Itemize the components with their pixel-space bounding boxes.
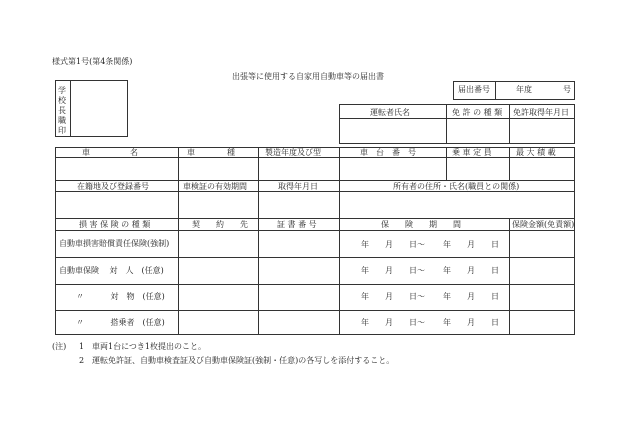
cert-number-header: 証 書 番 号 <box>277 220 317 229</box>
period-start-year: 年 <box>361 266 369 275</box>
insurance-kind-header: 損 害 保 険 の 種 類 <box>79 220 151 229</box>
insurance-row-label: 〃 対 物 (任意) <box>76 292 165 301</box>
capacity-header: 乗 車 定 員 <box>452 148 492 157</box>
insurance-row-label: 自動車損害賠償責任保険(強制) <box>59 239 170 248</box>
period-header: 保 険 期 間 <box>381 220 461 229</box>
number-unit-label: 号 <box>563 85 571 94</box>
period-end-year: 年 <box>443 266 451 275</box>
period-start-month: 月 <box>385 318 393 327</box>
insurer-header: 契 約 先 <box>192 220 248 229</box>
model-year-header: 製造年度及び型 <box>265 148 321 157</box>
period-start-day: 日～ <box>409 240 425 249</box>
note-2: 運転免許証、自動車検査証及び自動車保険証(強制・任意)の各写しを添付すること。 <box>92 356 395 365</box>
max-load-header: 最 大 積 載 <box>516 148 556 157</box>
vehicle-name-header: 車 名 <box>82 148 138 157</box>
period-start-day: 日～ <box>409 292 425 301</box>
period-start-year: 年 <box>361 318 369 327</box>
note-1-number: 1 <box>79 342 85 351</box>
period-end-month: 月 <box>467 240 475 249</box>
period-start-month: 月 <box>385 266 393 275</box>
notes-prefix: (注) <box>52 342 67 351</box>
period-start-month: 月 <box>385 292 393 301</box>
form-number: 様式第1号(第4条関係) <box>52 57 133 66</box>
period-start-year: 年 <box>361 292 369 301</box>
period-start-month: 月 <box>385 240 393 249</box>
inspection-header: 車検証の有効期間 <box>183 182 247 191</box>
period-end-day: 日 <box>491 266 499 275</box>
fiscal-year-label: 年度 <box>516 85 532 94</box>
period-end-year: 年 <box>443 318 451 327</box>
period-start-day: 日～ <box>409 266 425 275</box>
submission-number-label: 届出番号 <box>458 85 490 94</box>
period-end-day: 日 <box>491 240 499 249</box>
period-end-day: 日 <box>491 292 499 301</box>
insurance-row-label: 自動車保険 対 人 (任意) <box>59 266 164 275</box>
acquired-header: 取得年月日 <box>278 182 318 191</box>
period-start-day: 日～ <box>409 318 425 327</box>
period-end-year: 年 <box>443 292 451 301</box>
chassis-header: 車 台 番 号 <box>360 148 416 157</box>
vehicle-kind-header: 車 種 <box>187 148 235 157</box>
principal-seal-label: 学 校 長 職 印 <box>58 86 66 135</box>
driver-name-header: 運転者氏名 <box>370 108 410 117</box>
registration-header: 在籍地及び登録番号 <box>77 182 149 191</box>
period-start-year: 年 <box>361 240 369 249</box>
page-title: 出張等に使用する自家用自動車等の届出書 <box>232 72 384 81</box>
period-end-day: 日 <box>491 318 499 327</box>
period-end-year: 年 <box>443 240 451 249</box>
note-1: 車両1台につき1枚提出のこと。 <box>92 342 207 351</box>
amount-header: 保険金額(免責額) <box>512 220 575 229</box>
period-end-month: 月 <box>467 266 475 275</box>
period-end-month: 月 <box>467 292 475 301</box>
license-type-header: 免 許 の 種 類 <box>452 108 503 117</box>
insurance-row-label: 〃 搭乗者 (任意) <box>76 318 165 327</box>
period-end-month: 月 <box>467 318 475 327</box>
owner-header: 所有者の住所・氏名(職員との関係) <box>393 182 520 191</box>
note-2-number: 2 <box>79 356 85 365</box>
license-date-header: 免許取得年月日 <box>513 108 569 117</box>
